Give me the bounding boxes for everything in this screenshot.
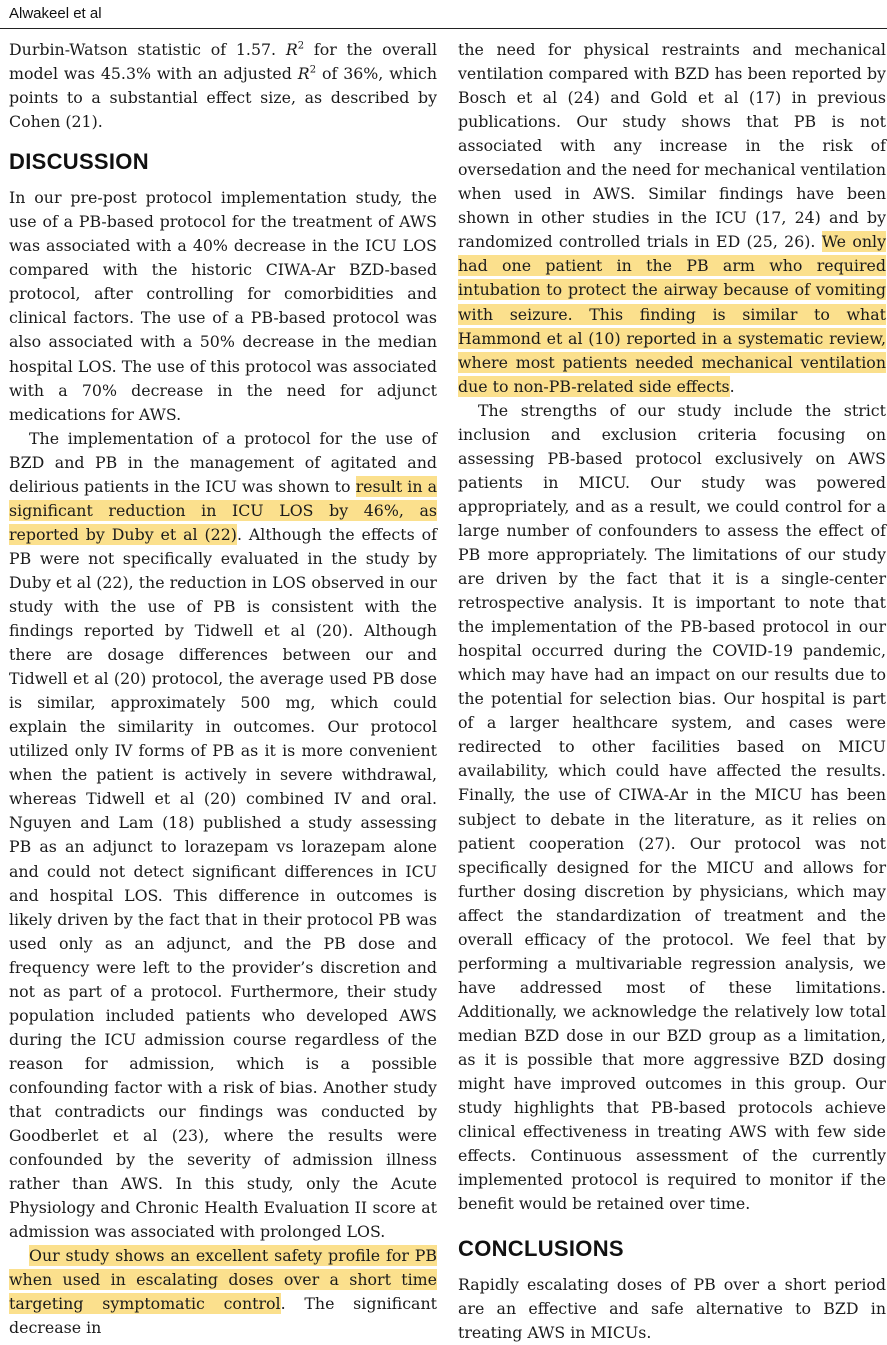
running-header xyxy=(0,0,887,30)
left-column xyxy=(9,38,437,1340)
discussion-paragraph-3: Our study shows an excellent safety profile for PB when used in escalating doses over a short time targeting symptomatic control. The significant decrease in xyxy=(9,1246,437,1338)
running-title: Alwakeel et al xyxy=(9,5,102,22)
results-tail-paragraph: Durbin-Watson statistic of 1.57. $R^2$ for the overall model was 45.3% with an adjusted $R^2$ of 36%, which points to a substantial effect size, as described by Cohen (21). xyxy=(9,40,438,132)
highlighted-text: We only had one patient in the PB arm who required intubation to protect the airway because of vomiting with seizure. This finding is similar to what Hammond et al (10) reported in a systematic review, where most patients needed mechanical ventilation due to non-PB-related side effects xyxy=(458,232,886,396)
conclusions-heading: CONCLUSIONS xyxy=(458,1236,624,1262)
highlighted-text: Our study shows an excellent safety profile for PB when used in escalating doses over a short time targeting symptomatic control xyxy=(9,1246,437,1314)
discussion-paragraph-4: The strengths of our study include the strict inclusion and exclusion criteria focusing on assessing PB-based protocol exclusively on AWS patients in MICU. Our study was powered appropriately, and as a result, we could control for a large number of confounders to assess the effect of PB more appropriately. The limitations of our study are driven by the fact that it is a single-center retrospective analysis. It is important to note that the implementation of the PB-based protocol in our hospital occurred during the COVID-19 pandemic, which may have had an impact on our results due to the potential for selection bias. Our hospital is part of a larger healthcare system, and cases were redirected to other facilities based on MICU availability, which could have affected the results. Finally, the use of CIWA-Ar in the MICU has been subject to debate in the literature, as it relies on patient cooperation (27). Our protocol was not specifically designed for the MICU and allows for further dosing discretion by physicians, which may affect the standardization of treatment and the overall efficacy of the protocol. We feel that by performing a multivariable regression analysis, we have addressed most of these limitations. Additionally, we acknowledge the relatively low total median BZD dose in our BZD group as a limitation, as it is possible that more aggressive BZD dosing might have improved outcomes in this group. Our study highlights that PB-based protocols achieve clinical effectiveness in treating AWS with few side effects. Continuous assessment of the currently implemented protocol is required to monitor if the benefit would be retained over time. xyxy=(458,400,886,1214)
discussion-paragraph-2: The implementation of a protocol for the use of BZD and PB in the management of agitated and delirious patients in the ICU was shown to result in a significant reduction in ICU LOS by 46%, as reported by Duby et al (22). Although the effects of PB were not specifically evaluated in the study by Duby et al (22), the reduction in LOS observed in our study with the use of PB is consistent with the findings reported by Tidwell et al (20). Although there are dosage differences between our and Tidwell et al (20) protocol, the average used PB dose is similar, approximately 500 mg, which could explain the similarity in outcomes. Our protocol utilized only IV forms of PB as it is more convenient when the patient is actively in severe withdrawal, whereas Tidwell et al (20) combined IV and oral. Nguyen and Lam (18) published a study assessing PB as an adjunct to lorazepam vs lorazepam alone and could not detect significant differences in ICU and hospital LOS. This difference in outcomes is likely driven by the fact that in their protocol PB was used only as an adjunct, and the PB dose and frequency were left to the provider’s discretion and not as part of a protocol. Furthermore, their study population included patients who developed AWS during the ICU admission course regardless of the reason for admission, which is a possible confounding factor with a risk of bias. Another study that contradicts our findings was conducted by Goodberlet et al (23), where the results were confounded by the severity of admission illness rather than AWS. In this study, only the Acute Physiology and Chronic Health Evaluation II score at admission was associated with prolonged LOS. xyxy=(9,428,437,1242)
discussion-paragraph-3-continued: the need for physical restraints and mechanical ventilation compared with BZD has been reported by Bosch et al (24) and Gold et al (17) in previous publications. Our study shows that PB is not associated with any increase in the risk of oversedation and the need for mechanical ventilation when used in AWS. Similar findings have been shown in other studies in the ICU (17, 24) and by randomized controlled trials in ED (25, 26). We only had one patient in the PB arm who required intubation to protect the airway because of vomiting with seizure. This finding is similar to what Hammond et al (10) reported in a systematic review, where most patients needed mechanical ventilation due to non-PB-related side effects. xyxy=(458,40,886,396)
header-rule xyxy=(0,28,887,29)
conclusions-paragraph: Rapidly escalating doses of PB over a short period are an effective and safe alternative to BZD in treating AWS in MICUs. xyxy=(458,1275,886,1343)
discussion-heading: DISCUSSION xyxy=(9,149,149,175)
discussion-paragraph-1: In our pre-post protocol implementation study, the use of a PB-based protocol for the treatment of AWS was associated with a 40% decrease in the ICU LOS compared with the historic CIWA-Ar BZD-based protocol, after controlling for comorbidities and clinical factors. The use of a PB-based protocol was also associated with a 50% decrease in the median hospital LOS. The use of this protocol was associated with a 70% decrease in the need for adjunct medications for AWS. xyxy=(9,188,437,424)
right-column xyxy=(458,38,886,1345)
highlighted-text: result in a significant reduction in ICU LOS by 46%, as reported by Duby et al (22) xyxy=(9,476,437,544)
